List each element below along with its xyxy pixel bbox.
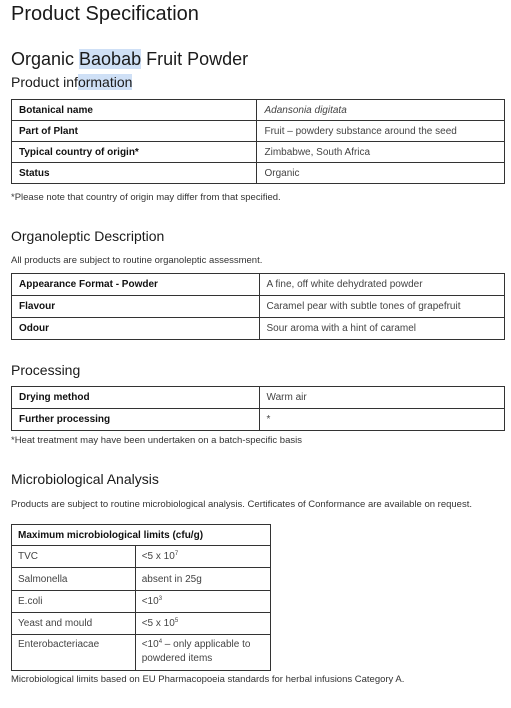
row-value: Sour aroma with a hint of caramel [259, 318, 505, 340]
row-label: TVC [12, 546, 136, 568]
row-label: Drying method [12, 387, 260, 409]
table-row [12, 296, 505, 318]
organoleptic-table [11, 273, 505, 340]
row-label: Part of Plant [12, 121, 257, 142]
row-value: Warm air [259, 387, 504, 409]
product-name-highlight: Baobab [79, 49, 142, 69]
row-label: Botanical name [12, 100, 257, 121]
row-label: Enterobacteriacae [12, 635, 136, 671]
organoleptic-intro: All products are subject to routine organoleptic assessment. [11, 255, 263, 266]
table-row [12, 274, 505, 296]
table-row [12, 635, 271, 671]
organoleptic-heading: Organoleptic Description [11, 228, 165, 244]
table-row [12, 613, 271, 635]
microbiological-footer: Microbiological limits based on EU Pharmacopoeia standards for herbal infusions Category A. [11, 674, 405, 685]
table-row [12, 387, 505, 409]
microbiological-intro: Products are subject to routine microbiological analysis. Certificates of Conformance are available on request. [11, 499, 472, 510]
row-value: Fruit – powdery substance around the seed [257, 121, 505, 142]
table-header: Maximum microbiological limits (cfu/g) [12, 525, 271, 546]
table-row [12, 546, 271, 568]
row-label: Salmonella [12, 568, 136, 591]
heat-treatment-note: *Heat treatment may have been undertaken on a batch-specific basis [11, 435, 302, 446]
row-label: Status [12, 163, 257, 184]
row-value: $<10^3$ [135, 591, 270, 613]
table-row [12, 591, 271, 613]
table-row [12, 409, 505, 431]
row-value: A fine, off white dehydrated powder [259, 274, 505, 296]
row-label: Odour [12, 318, 260, 340]
product-name-heading [11, 48, 248, 70]
table-row [12, 163, 505, 184]
table-header-row [12, 525, 271, 546]
row-value: <5 x $10^5$ [135, 613, 270, 635]
row-label: Typical country of origin* [12, 142, 257, 163]
row-value: Caramel pear with subtle tones of grapefruit [259, 296, 505, 318]
product-name-suffix: Fruit Powder [141, 49, 249, 69]
row-value: <5 x $10^7$ [135, 546, 270, 568]
row-label: Appearance Format - Powder [12, 274, 260, 296]
document-title: Product Specification [11, 3, 199, 25]
product-info-heading-highlight: ormation [77, 74, 133, 90]
processing-heading: Processing [11, 362, 81, 378]
table-row [12, 568, 271, 591]
row-label: E.coli [12, 591, 136, 613]
row-label: Further processing [12, 409, 260, 431]
row-label: Flavour [12, 296, 260, 318]
product-info-heading-plain: Product inf [11, 74, 78, 90]
row-value: $<10^4$ – only applicable to powdered items [135, 635, 270, 671]
table-row [12, 318, 505, 340]
product-name-prefix: Organic [11, 49, 80, 69]
row-value: Organic [257, 163, 505, 184]
table-row [12, 142, 505, 163]
product-info-table [11, 99, 505, 184]
table-row [12, 100, 505, 121]
row-value: absent in 25g [135, 568, 270, 591]
processing-table [11, 386, 505, 431]
origin-note: *Please note that country of origin may differ from that specified. [11, 192, 281, 203]
microbiological-heading: Microbiological Analysis [11, 471, 159, 487]
row-label: Yeast and mould [12, 613, 136, 635]
row-value: Adansonia digitata [257, 100, 505, 121]
product-info-heading [11, 74, 132, 91]
table-row [12, 121, 505, 142]
microbiological-table [11, 524, 271, 671]
row-value: * [259, 409, 504, 431]
row-value: Zimbabwe, South Africa [257, 142, 505, 163]
